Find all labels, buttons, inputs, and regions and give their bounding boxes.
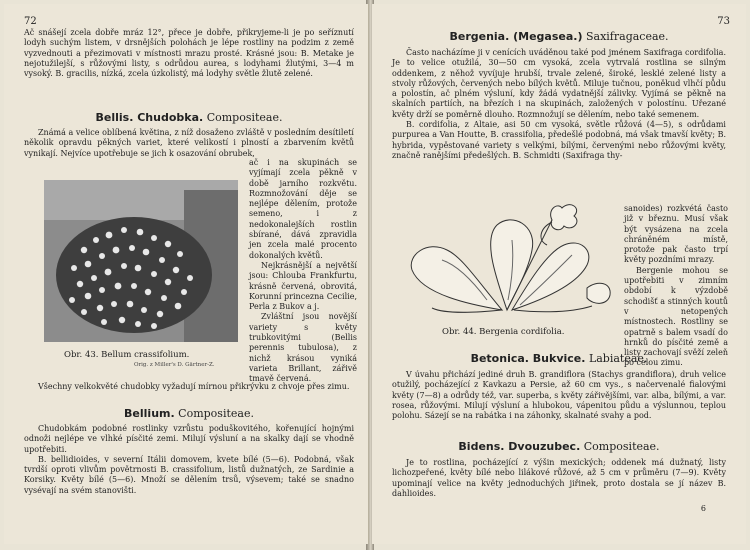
heading-genus: Bidens. Dvouzubec. (458, 440, 581, 453)
section-heading-betonica (392, 352, 726, 365)
bellis-side-column: ač i na skupinách se vyjímají zcela pěkně v době jarního rozkvětu. Rozmnožování děje se nejlépe dělením, protože semeno, i z nedokonalejších rostlin sbírané, dává zpravidla jen zcela malé procento dokonalých květů. Nejkrásnější a největší jsou: Chloubа Frankfurtu, krásně červená, obrovitá, Korunní princezna Cecilie, Perla z Bukov a j. Zvláštní jsou novější variety s květy trubkovitými (Bellis perennis tubulosa), z nichž krásou vyniká varieta Brillant, zářivě tmavě červená. (249, 158, 357, 384)
heading-family: Compositeae. (178, 407, 254, 420)
intro-paragraph: Ač snášejí zcela dobře mráz 12°, přece je dobře, přikryjeme-li je po seříznutí lodyh suchým listem, v drsnějších polohách je lépe rostliny na podzim z země vyzvednouti a přezimovati v místnosti mrazu prosté. Krásné jsou: B. Metake je nejotužilejší, s růžovými listy, s odrůdou aurea, s lodyhami žlutými, 3—4 m vysoký. B. gracilis, nízká, zcela úzkolistý, má lodyhy světle žlutě zelené. (24, 28, 354, 79)
bellis-photo (44, 180, 238, 342)
figure-caption: Obr. 44. Bergenia cordifolia. (442, 327, 565, 337)
section-heading-bellium (24, 407, 354, 420)
section-heading-bergenia (392, 30, 726, 43)
left-page (4, 4, 369, 544)
figure-credit: Orig. z Miller's D. Gärtner-Z. (134, 362, 215, 368)
heading-family: Compositeae. (583, 440, 660, 453)
figure-caption: Obr. 43. Bellum crassifolium. (64, 350, 190, 360)
heading-family: Labiateae. (588, 352, 648, 365)
heading-family: Saxifragaceae. (585, 30, 669, 43)
bergenia-illustration (402, 200, 622, 318)
betonica-text: V úvahu přichází jediné druh B. grandiflora (Stachys grandiflora), druh velice otužilý, pocházející z Kavkazu a Persie, až 60 cm vys., s načervenalé fialovými květy (7—8) a odrůdy též, var. superba, s květy zářivějšími, var. alba, bílými, a var. rosea, růžovými. Milují výsluní a hlubokou, vápenitou půdu a výslunnou, teplou polohu. Sázejí se na rabátka i na záhonky, skalnaté svahy a pod. (392, 370, 726, 421)
bellis-end: Všechny velkokvěté chudobky vyžadují mírnou přikrývku z chvoje přes zimu. (38, 382, 350, 391)
bergenia-drawing (402, 200, 622, 318)
bergenia-side-column: sanoides) rozkvétá často již v březnu. Musí však být vysázena na zcela chráněném místě, protože pak často trpí květy pozdními mrazy. Bergenie mohou se upotřebiti v zimním období k výzdobě schodišť a stinných koutů v netopených místnostech. Rostliny se opatrně s balem vsadí do hrnků do písčité země a listy zachovají svěží zeleň po celou zimu. (624, 204, 728, 368)
section-heading-bidens (392, 440, 726, 453)
signature-mark: 6 (700, 504, 706, 513)
heading-genus: Betonica. Bukvice. (470, 352, 586, 365)
page-number: 72 (24, 16, 37, 27)
heading-genus: Bergenia. (Megasea.) (449, 30, 583, 43)
right-page (372, 4, 746, 544)
bellis-intro: Známá a velice oblíbená květina, z níž dosaženo zvláště v posledním desítiletí několik opravdu pěkných variet, které velikostí i plností a zbarvením květů vynikají. Nejvíce upotřebuje se jich k osazování obrubek, (24, 128, 354, 158)
heading-family: Compositeae. (206, 111, 283, 124)
heading-genus: Bellium. (124, 407, 175, 420)
bergenia-intro: Často nacházíme ji v cenících uváděnou také pod jménem Saxifraga cordifolia. Je to velice otužilá, 30—50 cm vysoká, zcela vytrvalá rostlina se silným oddenkem, z něhož vyvíjuje hrubší, trvale zelené, široké, lesklé zelené listy a stvoly růžových, červených nebo bílých květů. Miluje tučnou, poněkud vlhčí půdu a polostín, ač plném výsluní, kdy žádá vydatnější zálivky. Vyjímá se pěkně na skalních partiích, na březích i na skupinách, založených v polostínu. Uřezané květy drží se poměrně dlouho. Rozmnožují se dělením, nebo také semenem. B. cordifolia, z Altaie, asi 50 cm vysoká, světle růžová (4—5), s odrůdami purpurea a Van Houtte, B. crassifolia, předešlé podobná, má však tmavší květy; B. hybrida, vypěstované variety s velkými, bílými, červenými nebo růžovými květy, značně ranějšími předešlých. B. Schmidti (Saxifraga thy- (392, 48, 726, 160)
page-number: 73 (717, 16, 730, 27)
heading-genus: Bellis. Chudobka. (95, 111, 204, 124)
bellium-text: Chudobkám podobné rostlinky vzrůstu poduškovitého, kořenující hojnými odnoži nejlépe ve vlhké písčité zemi. Milují výsluní a na skalky dají se vhodně upotřebiti. B. bellidioides, v severní Itálii domovem, kvete bílé (5—6). Podobná, však tvrdší oproti vlivům povětrnosti B. crassifolium, listů dužnatých, ze Sardinie a Korsiky. Květy bílé (5—6). Množí se dělením trsů, výsevem; také se snadno vysévají na svém stanovišti. (24, 424, 354, 495)
section-heading-bellis (24, 111, 354, 124)
bidens-text: Je to rostlina, pocházející z výšin mexických; oddenek má dužnatý, listy lichozpeřené, květy bílé nebo lilákové růžové, až 5 cm v průměru (7—9). Květy upominají velice na květy jednoduchých jiřinek, proto dostala se jí název B. dahlioides. (392, 458, 726, 498)
bellis-photo-image (44, 180, 238, 342)
